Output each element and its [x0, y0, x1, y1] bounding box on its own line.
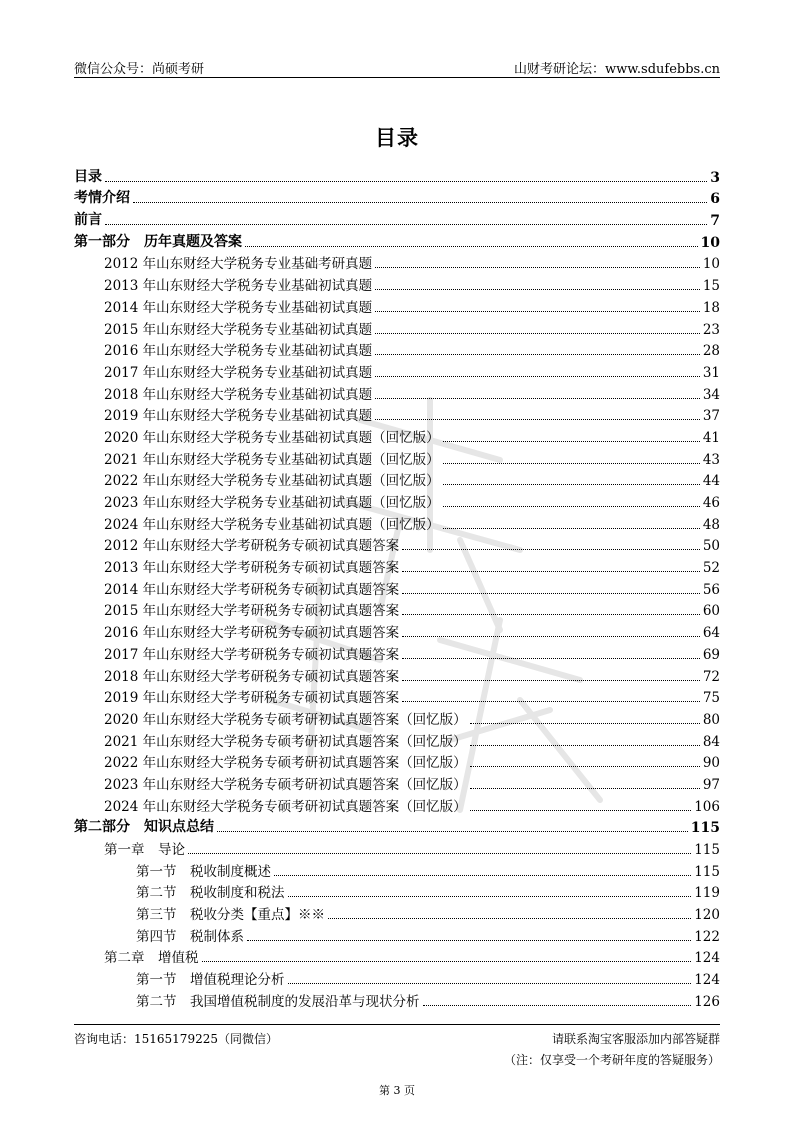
toc-entry-page: 3: [710, 169, 720, 186]
toc-entry[interactable]: [74, 771, 720, 793]
toc-entry-title: 第一部分 历年真题及答案: [74, 233, 242, 250]
toc-entry[interactable]: [74, 706, 720, 728]
toc-entry-page: 115: [694, 842, 720, 858]
page-number: 第 3 页: [379, 1084, 415, 1097]
toc-leader-dots: [288, 896, 692, 897]
toc-entry-title: 2024 年山东财经大学税务专硕考研初试真题答案（回忆版）: [104, 798, 467, 815]
toc-entry-page: 84: [702, 733, 720, 750]
toc-entry-page: 50: [702, 538, 720, 555]
toc-entry[interactable]: [74, 988, 720, 1010]
toc-entry[interactable]: [74, 945, 720, 967]
toc-leader-dots: [375, 419, 700, 420]
toc-entry[interactable]: [74, 424, 720, 446]
toc-entry[interactable]: [74, 923, 720, 945]
toc-leader-dots: [288, 983, 692, 984]
toc-entry[interactable]: [74, 836, 720, 858]
toc-entry-title: 2020 年山东财经大学税务专业基础初试真题（回忆版）: [104, 429, 440, 446]
toc-entry[interactable]: [74, 251, 720, 273]
page-title: 目录: [375, 125, 419, 150]
toc-entry[interactable]: [74, 446, 720, 468]
toc-entry-page: 60: [702, 603, 720, 620]
toc-leader-dots: [470, 788, 700, 789]
toc-entry-title: 2023 年山东财经大学税务专业基础初试真题（回忆版）: [104, 495, 440, 511]
toc-entry-page: 106: [694, 798, 720, 815]
toc-entry-title: 2024 年山东财经大学税务专业基础初试真题（回忆版）: [104, 516, 440, 533]
toc-entry[interactable]: [74, 641, 720, 663]
toc-entry-title: 2016 年山东财经大学税务专业基础初试真题: [104, 343, 373, 360]
toc-entry-page: 44: [702, 473, 720, 490]
toc-leader-dots: [470, 745, 700, 746]
toc-entry[interactable]: [74, 880, 720, 902]
header-forum-url: 山财考研论坛：www.sdufebbs.cn: [514, 62, 720, 77]
toc-entry-title: 2012 年山东财经大学考研税务专硕初试真题答案: [104, 538, 400, 555]
toc-leader-dots: [133, 202, 707, 203]
toc-entry-page: 124: [694, 972, 720, 989]
toc-entry-title: 第二节 我国增值税制度的发展沿革与现状分析: [136, 993, 420, 1010]
toc-entry-title: 第一节 税收制度概述: [136, 863, 271, 880]
toc-entry[interactable]: [74, 663, 720, 685]
toc-leader-dots: [375, 376, 700, 377]
footer-service-note: （注：仅享受一个考研年度的答疑服务）: [503, 1053, 720, 1067]
toc-leader-dots: [443, 463, 700, 464]
toc-entry-title: 第一节 增值税理论分析: [136, 972, 285, 989]
toc-entry[interactable]: [74, 468, 720, 490]
toc-entry-title: 2014 年山东财经大学税务专业基础初试真题: [104, 299, 373, 316]
toc-leader-dots: [105, 181, 707, 182]
toc-entry-title: 考情介绍: [74, 190, 130, 207]
toc-leader-dots: [443, 484, 700, 485]
toc-entry[interactable]: [74, 901, 720, 923]
toc-entry-title: 2018 年山东财经大学税务专业基础初试真题: [104, 386, 373, 403]
toc-entry-page: 56: [702, 581, 720, 598]
toc-leader-dots: [105, 224, 707, 225]
toc-leader-dots: [443, 441, 700, 442]
toc-entry[interactable]: [74, 338, 720, 360]
toc-entry-title: 2015 年山东财经大学考研税务专硕初试真题答案: [104, 603, 400, 620]
toc-entry-page: 31: [702, 364, 720, 381]
toc-entry-page: 124: [694, 950, 720, 967]
toc-entry-title: 2014 年山东财经大学考研税务专硕初试真题答案: [104, 581, 400, 598]
toc-leader-dots: [402, 571, 700, 572]
toc-entry[interactable]: [74, 186, 720, 208]
toc-entry[interactable]: [74, 750, 720, 772]
toc-leader-dots: [402, 593, 700, 594]
toc-leader-dots: [423, 1005, 692, 1006]
toc-entry-title: 2019 年山东财经大学税务专业基础初试真题: [104, 408, 373, 425]
toc-entry[interactable]: [74, 164, 720, 186]
toc-entry[interactable]: [74, 576, 720, 598]
toc-leader-dots: [375, 267, 700, 268]
toc-entry-title: 2021 年山东财经大学税务专硕考研初试真题答案（回忆版）: [104, 733, 467, 750]
toc-entry-page: 18: [702, 299, 720, 316]
toc-leader-dots: [402, 549, 700, 550]
toc-entry[interactable]: [74, 403, 720, 425]
toc-entry-title: 2023 年山东财经大学税务专硕考研初试真题答案（回忆版）: [104, 776, 467, 793]
toc-entry-page: 69: [702, 646, 720, 663]
toc-entry[interactable]: [74, 685, 720, 707]
toc-entry[interactable]: [74, 728, 720, 750]
toc-entry-page: 122: [694, 928, 720, 945]
toc-entry-title: 2013 年山东财经大学考研税务专硕初试真题答案: [104, 560, 400, 577]
toc-leader-dots: [375, 311, 700, 312]
toc-entry-title: 2018 年山东财经大学考研税务专硕初试真题答案: [104, 668, 400, 685]
toc-leader-dots: [202, 961, 692, 962]
toc-leader-dots: [328, 918, 691, 919]
toc-entry-page: 115: [694, 863, 720, 880]
toc-entry-page: 119: [694, 885, 720, 902]
toc-entry-page: 64: [702, 625, 720, 642]
toc-entry[interactable]: [74, 966, 720, 988]
toc-entry-page: 28: [702, 343, 720, 360]
toc-entry-title: 2022 年山东财经大学税务专硕考研初试真题答案（回忆版）: [104, 755, 467, 772]
toc-entry-page: 80: [702, 711, 720, 728]
toc-entry[interactable]: [74, 793, 720, 815]
toc-leader-dots: [402, 680, 700, 681]
toc-entry[interactable]: [74, 272, 720, 294]
toc-entry-title: 2019 年山东财经大学考研税务专硕初试真题答案: [104, 690, 400, 707]
toc-entry[interactable]: [74, 815, 720, 837]
toc-entry[interactable]: [74, 533, 720, 555]
toc-entry-title: 第四节 税制体系: [136, 928, 244, 945]
toc-entry-page: 72: [702, 668, 720, 685]
toc-leader-dots: [443, 528, 700, 529]
page-header: [74, 55, 720, 78]
toc-leader-dots: [402, 614, 700, 615]
toc-entry[interactable]: [74, 858, 720, 880]
table-of-contents: [74, 164, 720, 1010]
toc-leader-dots: [470, 810, 692, 811]
toc-entry-title: 2020 年山东财经大学税务专硕考研初试真题答案（回忆版）: [104, 711, 467, 728]
toc-leader-dots: [245, 246, 698, 247]
toc-entry-title: 第三节 税收分类【重点】※※: [136, 907, 325, 924]
toc-leader-dots: [247, 940, 691, 941]
toc-entry-title: 2012 年山东财经大学税务专业基础考研真题: [104, 256, 373, 273]
toc-leader-dots: [402, 636, 700, 637]
toc-entry-title: 2016 年山东财经大学考研税务专硕初试真题答案: [104, 625, 400, 642]
toc-entry[interactable]: [74, 598, 720, 620]
toc-entry-page: 90: [702, 755, 720, 772]
toc-entry-page: 46: [702, 495, 720, 511]
toc-entry[interactable]: [74, 207, 720, 229]
toc-entry[interactable]: [74, 359, 720, 381]
header-wechat-account: 微信公众号：尚硕考研: [74, 62, 205, 77]
footer-service-text: 请联系淘宝客服添加内部答疑群: [551, 1032, 720, 1046]
toc-leader-dots: [188, 853, 691, 854]
toc-leader-dots: [470, 723, 700, 724]
toc-leader-dots: [375, 289, 700, 290]
toc-entry-title: 第一章 导论: [104, 842, 185, 858]
toc-entry[interactable]: [74, 294, 720, 316]
toc-entry-page: 120: [694, 907, 720, 924]
toc-leader-dots: [443, 506, 700, 507]
toc-entry-title: 2017 年山东财经大学考研税务专硕初试真题答案: [104, 646, 400, 663]
footer-contact-phone: 咨询电话：15165179225（同微信）: [74, 1032, 278, 1046]
toc-entry-page: 10: [700, 234, 720, 251]
toc-entry-page: 126: [694, 993, 720, 1010]
toc-entry[interactable]: [74, 489, 720, 511]
toc-entry-title: 2022 年山东财经大学税务专业基础初试真题（回忆版）: [104, 473, 440, 490]
toc-entry-page: 48: [702, 516, 720, 533]
toc-entry-page: 41: [702, 429, 720, 446]
toc-entry-title: 第二章 增值税: [104, 950, 199, 967]
toc-entry-page: 6: [710, 191, 720, 208]
toc-entry-title: 2015 年山东财经大学税务专业基础初试真题: [104, 321, 373, 338]
toc-entry-page: 115: [690, 820, 720, 837]
footer-divider: [74, 1024, 720, 1025]
toc-entry-page: 34: [702, 386, 720, 403]
toc-entry[interactable]: [74, 316, 720, 338]
toc-leader-dots: [470, 766, 700, 767]
toc-entry-title: 第二部分 知识点总结: [74, 819, 214, 836]
toc-entry-page: 37: [702, 408, 720, 425]
toc-entry-page: 97: [702, 776, 720, 793]
toc-entry-title: 前言: [74, 212, 102, 229]
toc-entry-page: 7: [710, 213, 720, 230]
toc-entry-page: 75: [702, 690, 720, 707]
toc-entry-page: 43: [702, 451, 720, 468]
toc-entry-title: 2021 年山东财经大学税务专业基础初试真题（回忆版）: [104, 451, 440, 468]
toc-entry[interactable]: [74, 619, 720, 641]
toc-leader-dots: [402, 658, 700, 659]
toc-entry-title: 第二节 税收制度和税法: [136, 885, 285, 902]
toc-leader-dots: [217, 831, 688, 832]
toc-entry-title: 2013 年山东财经大学税务专业基础初试真题: [104, 278, 373, 295]
toc-leader-dots: [375, 398, 700, 399]
toc-entry[interactable]: [74, 229, 720, 251]
toc-leader-dots: [375, 354, 700, 355]
toc-entry-page: 15: [702, 278, 720, 295]
toc-entry-page: 10: [702, 256, 720, 273]
toc-entry-title: 目录: [74, 168, 102, 185]
toc-entry[interactable]: [74, 381, 720, 403]
toc-leader-dots: [402, 701, 700, 702]
toc-entry-page: 52: [702, 560, 720, 577]
toc-entry-title: 2017 年山东财经大学税务专业基础初试真题: [104, 364, 373, 381]
toc-entry-page: 23: [702, 321, 720, 338]
toc-leader-dots: [274, 875, 691, 876]
toc-entry[interactable]: [74, 554, 720, 576]
toc-leader-dots: [375, 333, 700, 334]
toc-entry[interactable]: [74, 511, 720, 533]
